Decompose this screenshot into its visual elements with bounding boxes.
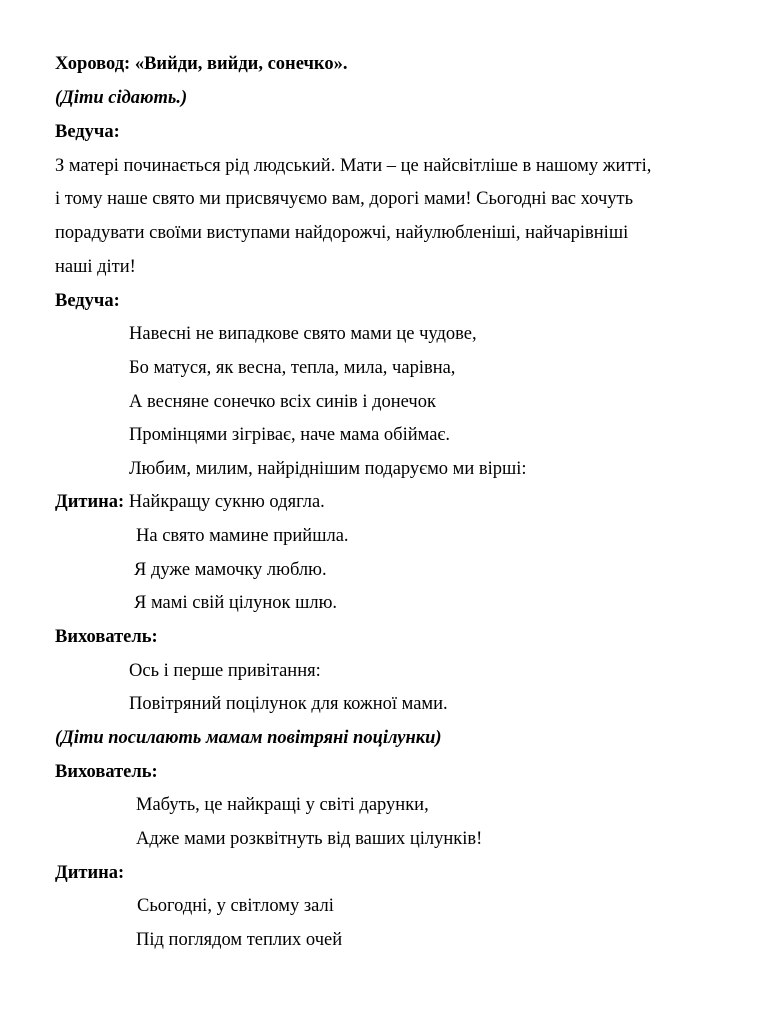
verse-line: Ось і перше привітання:	[129, 661, 321, 681]
paragraph-line: наші діти!	[55, 257, 136, 277]
speaker-label: Дитина:	[55, 492, 125, 512]
verse-line: Любим, милим, найріднішим подаруємо ми вірші:	[129, 459, 527, 479]
stage-direction: (Діти посилають мамам повітряні поцілунки)	[55, 728, 442, 748]
verse-line: Адже мами розквітнуть від ваших цілунків!	[136, 829, 483, 849]
stage-direction: (Діти сідають.)	[55, 88, 188, 108]
verse-line: Я мамі свій цілунок шлю.	[134, 593, 338, 613]
verse-line: Промінцями зігріває, наче мама обіймає.	[129, 425, 450, 445]
verse-line: Навесні не випадкове свято мами це чудове,	[129, 324, 477, 344]
title: Хоровод: «Вийди, вийди, сонечко».	[55, 54, 348, 74]
verse-line: Повітряний поцілунок для кожної мами.	[129, 694, 448, 714]
verse-line: Під поглядом теплих очей	[136, 930, 343, 950]
speaker-label: Ведуча:	[55, 291, 120, 311]
speaker-label: Дитина:	[55, 863, 125, 883]
verse-line: Я дуже мамочку люблю.	[134, 560, 327, 580]
verse-line: Бо матуся, як весна, тепла, мила, чарівна,	[129, 358, 456, 378]
paragraph-line: З матері починається рід людський. Мати – це найсвітліше в нашому житті,	[55, 156, 652, 176]
speaker-label: Вихователь:	[55, 762, 158, 782]
paragraph-line: і тому наше свято ми присвячуємо вам, дорогі мами! Сьогодні вас хочуть	[55, 189, 634, 209]
speaker-label: Ведуча:	[55, 122, 120, 142]
verse-line: На свято мамине прийшла.	[136, 526, 349, 546]
speaker-line	[55, 491, 325, 513]
verse-line: Найкращу сукню одягла.	[128, 492, 325, 512]
paragraph-line: порадувати своїми виступами найдорожчі, найулюбленіші, найчарівніші	[55, 223, 629, 243]
verse-line: Сьогодні, у світлому залі	[137, 896, 334, 916]
verse-line: Мабуть, це найкращі у світі дарунки,	[136, 795, 429, 815]
speaker-label: Вихователь:	[55, 627, 158, 647]
verse-line: А весняне сонечко всіх синів і донечок	[129, 392, 436, 412]
